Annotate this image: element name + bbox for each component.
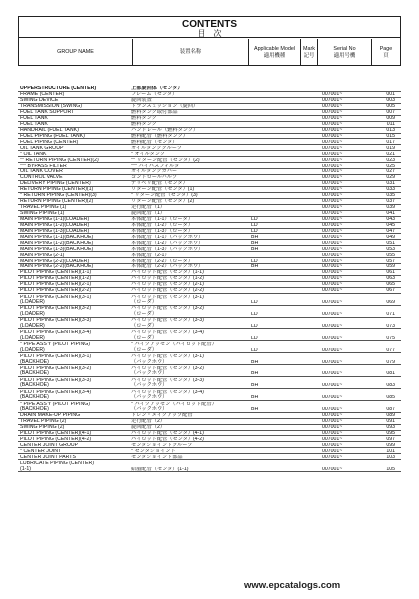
contents-header	[18, 16, 401, 66]
group-name-cell: OIL TANK COVER	[20, 169, 63, 175]
page-cell: 023	[386, 157, 395, 163]
serial-cell: 007001~	[322, 335, 343, 341]
group-name-cell: PILOT PIPING (CENTER)(3-3) (LOADER)	[20, 318, 92, 329]
group-name-cell: PILOT PIPING (CENTER)(3-1) (BACKHOE)	[20, 353, 92, 365]
model-cell: LD	[251, 323, 258, 329]
model-cell: BH	[251, 383, 259, 389]
page-cell: 015	[386, 133, 395, 139]
page-cell: 005	[386, 104, 395, 110]
jp-name-cell: パイロット配管（センタ）(1-2)	[131, 276, 204, 282]
serial-cell: 007001~	[322, 181, 343, 187]
model-cell: LD	[251, 222, 258, 228]
page-cell: 029	[386, 175, 395, 181]
group-name-cell: UPPERSTRUCTURE (CENTER)	[20, 86, 97, 92]
group-name-cell: PILOT PIPING (CENTER)(1-2)	[20, 276, 92, 282]
serial-cell: 007001~	[322, 312, 343, 317]
serial-cell: 007001~	[322, 371, 343, 377]
serial-cell: 007001~	[322, 163, 343, 169]
jp-name-cell: 本体配管（1-1）（ローダ）	[131, 216, 194, 222]
serial-cell: 007001~	[322, 430, 343, 436]
watermark-url: www.epcatalogs.com	[244, 580, 341, 591]
group-name-cell: PILOT PIPING (CENTER)(4-1)	[20, 430, 92, 436]
jp-name-cell: ドレン・メイクアップ配管	[131, 413, 193, 419]
serial-cell: 007001~	[322, 258, 343, 264]
group-name-cell: FUEL TANK	[20, 116, 48, 122]
page-cell: 087	[386, 407, 395, 413]
group-name-cell: ** RETURN PIPING (CENTER)(2)	[20, 157, 99, 163]
serial-cell: 007001~	[322, 139, 343, 145]
jp-name-cell: 燃料配管（燃料タンク）	[131, 133, 188, 139]
page-cell: 013	[386, 127, 395, 133]
col-page: Page 頁	[371, 39, 400, 66]
jp-name-cell: * リターン配管（センタ）(3)	[131, 193, 198, 199]
serial-cell: 007001~	[322, 282, 343, 288]
serial-cell: 007001~	[322, 252, 343, 258]
serial-cell: 007001~	[322, 359, 343, 365]
page-cell: 077	[386, 347, 395, 353]
serial-cell: 007001~	[322, 104, 343, 110]
jp-name-cell: 本体配管（2-1）	[131, 252, 170, 258]
serial-cell: 007001~	[322, 300, 343, 306]
contents-sheet	[18, 16, 401, 472]
model-cell: BH	[251, 371, 259, 377]
page-cell: 095	[386, 430, 395, 436]
serial-cell: 007001~	[322, 228, 343, 234]
col-group-name: GROUP NAME	[57, 49, 94, 56]
table-row[interactable]	[18, 460, 401, 472]
model-cell: BH	[251, 234, 259, 240]
model-cell: LD	[251, 347, 258, 353]
page-cell: 083	[386, 383, 395, 389]
serial-cell: 007001~	[322, 413, 343, 419]
table-row[interactable]	[18, 365, 401, 377]
page-cell: 085	[386, 395, 395, 401]
jp-name-cell: パイロット配管（センタ）(4-2)	[131, 436, 204, 442]
group-name-cell: PILOT PIPING (CENTER)(3-2) (BACKHOE)	[20, 365, 92, 377]
group-name-cell: SWING PIPING (2)	[20, 424, 65, 430]
group-name-cell: SWING PIPING (1)	[20, 211, 65, 217]
group-name-cell: PILOT PIPING (CENTER)(3-1) (LOADER)	[20, 294, 92, 306]
serial-cell: 007001~	[322, 211, 343, 217]
jp-name-cell: 旋回配管（1）	[131, 211, 166, 217]
page-cell: 055	[386, 252, 395, 258]
jp-name-cell: パイロット配管（センタ）(2-2)	[131, 288, 204, 294]
jp-name-cell: センタジョイントグループ	[131, 442, 193, 448]
jp-name-cell: 燃料タンク	[131, 121, 157, 127]
group-name-cell: MAIN PIPING (2-1)	[20, 252, 65, 258]
header-title	[19, 19, 400, 38]
jp-name-cell: パイロット配管（センタ）(3-3) （ローダ）	[131, 318, 204, 329]
serial-cell: 007001~	[322, 448, 343, 454]
group-name-cell: CENTER JOINT GROUP	[20, 442, 79, 448]
group-name-cell: LUBRICATE PIPING (CENTER) (1-1)	[20, 460, 94, 472]
page-cell: 033	[386, 187, 395, 193]
jp-name-cell: トランスミッション（旋回）	[131, 104, 199, 110]
jp-name-cell: パイロット配管（センタ）(3-2) （ローダ）	[131, 306, 204, 317]
jp-name-cell: パイロット配管（センタ）(4-1)	[131, 430, 204, 436]
jp-name-cell: 旋回装置	[131, 98, 152, 104]
page-cell: 097	[386, 436, 395, 442]
group-name-cell: *** BYPASS FILTER	[20, 163, 67, 169]
serial-cell: 007001~	[322, 157, 343, 163]
page-cell: 011	[386, 121, 395, 127]
jp-name-cell: パイロット配管（センタ）(3-2) （バックホウ）	[131, 365, 204, 377]
jp-name-cell: パイロット配管（センタ）(3-3) （バックホウ）	[131, 377, 204, 389]
jp-name-cell: *** バイパスフィルタ	[131, 163, 180, 169]
serial-cell: 007001~	[322, 175, 343, 181]
group-name-cell: TRAVEL PIPING (1)	[20, 205, 67, 211]
page-cell: 059	[386, 264, 395, 270]
group-name-cell: PILOT PIPING (CENTER)(3-4) (BACKHOE)	[20, 389, 92, 401]
serial-cell: 007001~	[322, 436, 343, 442]
page-cell: 009	[386, 116, 395, 122]
serial-cell: 007001~	[322, 347, 343, 353]
page-cell: 031	[386, 181, 395, 187]
table-row[interactable]	[18, 353, 401, 365]
page-cell: 063	[386, 276, 395, 282]
model-cell: LD	[251, 312, 258, 317]
group-name-cell: RETURN PIPING (CENTER)(2)	[20, 199, 94, 205]
serial-cell: 007001~	[322, 246, 343, 252]
table-row[interactable]	[18, 377, 401, 389]
page-cell: 039	[386, 205, 395, 211]
group-name-cell: CENTER JOINT PARTS	[20, 454, 76, 460]
jp-name-cell: パイロット配管（センタ）(3-4) （ローダ）	[131, 330, 204, 341]
group-name-cell: TRANSMISSION (SWING)	[20, 104, 82, 110]
page-cell: 103	[386, 454, 395, 460]
group-name-cell: PILOT PIPING (CENTER)(2-1)	[20, 282, 92, 288]
serial-cell: 007001~	[322, 270, 343, 276]
jp-name-cell: 本体配管（2-2）（ローダ）	[131, 258, 194, 264]
page-cell: 089	[386, 413, 395, 419]
group-name-cell: MAIN PIPING (1-2)(BACKHOE)	[20, 240, 94, 246]
group-name-cell: MAIN PIPING (1-1)(BACKHOE)	[20, 234, 94, 240]
group-name-cell: DRAIN MAKE-UP PIPING	[20, 413, 81, 419]
jp-name-cell: パイロット配管（センタ）(1-1)	[131, 270, 204, 276]
jp-name-cell: ** リターン配管（センタ）(2)	[131, 157, 200, 163]
group-name-cell: PILOT PIPING (CENTER)(2-2)	[20, 288, 92, 294]
page-cell: 019	[386, 145, 395, 151]
jp-name-cell: * パイプアッセン（パイロット配管） （ローダ）	[131, 342, 217, 353]
page-cell: 101	[386, 448, 395, 454]
group-name-cell: MAIN PIPING (1-3)(LOADER)	[20, 228, 90, 234]
group-name-cell: PILOT PIPING (CENTER)(3-3) (BACKHOE)	[20, 377, 92, 389]
table-row[interactable]	[18, 329, 401, 341]
page-cell: 105	[386, 466, 395, 472]
jp-name-cell: デリベリ配管（センタ）	[131, 181, 188, 187]
serial-cell: 007001~	[322, 121, 343, 127]
jp-name-cell: 燃料タンク取付部品	[131, 110, 178, 116]
jp-name-cell: 走行配管（2）	[131, 419, 166, 424]
model-cell: BH	[251, 264, 259, 270]
jp-name-cell: * パイプアッセン（パイロット配管） （バックホウ）	[131, 401, 217, 413]
page-cell: 045	[386, 222, 395, 228]
page-cell: 091	[386, 419, 395, 424]
model-cell: BH	[251, 240, 259, 246]
page-cell: 003	[386, 98, 395, 104]
group-name-cell: MAIN PIPING (2-2)(BACKHOE)	[20, 264, 94, 270]
jp-name-cell: パイロット配管（センタ）(2-1)	[131, 282, 204, 288]
page-cell: 043	[386, 216, 395, 222]
serial-cell: 007001~	[322, 92, 343, 98]
serial-cell: 007001~	[322, 323, 343, 329]
group-name-cell: OIL TANK GROUP	[20, 145, 64, 151]
group-name-cell: MAIN PIPING (1-1)(LOADER)	[20, 216, 90, 222]
group-name-cell: FUEL TANK	[20, 121, 48, 127]
serial-cell: 007001~	[322, 442, 343, 448]
jp-name-cell: オイルタンクグループ	[131, 145, 182, 151]
serial-cell: 007001~	[322, 98, 343, 104]
jp-name-cell: リターン配管（センタ）(2)	[131, 199, 195, 205]
serial-cell: 007001~	[322, 407, 343, 413]
serial-cell: 007001~	[322, 133, 343, 139]
jp-name-cell: 本体配管（2-2）（バックホウ）	[131, 264, 204, 270]
group-name-cell: FUEL PIPING (FUEL TANK)	[20, 133, 85, 139]
jp-name-cell: * センタジョイント	[131, 448, 176, 454]
serial-cell: 007001~	[322, 151, 343, 157]
model-cell: BH	[251, 395, 259, 401]
table-row[interactable]	[18, 306, 401, 318]
group-name-cell: DELIVERY PIPING (CENTER)	[20, 181, 91, 187]
group-name-cell: MAIN PIPING (1-3)(BACKHOE)	[20, 246, 94, 252]
group-name-cell: CONTROL VALVE	[20, 175, 63, 181]
page-cell: 071	[386, 312, 395, 317]
serial-cell: 007001~	[322, 110, 343, 116]
serial-cell: 007001~	[322, 276, 343, 282]
jp-name-cell: センタジョイント部品	[131, 454, 183, 460]
group-name-cell: PILOT PIPING (CENTER)(1-1)	[20, 270, 92, 276]
serial-cell: 007001~	[322, 454, 343, 460]
jp-name-cell: コントロールバルブ	[131, 175, 178, 181]
group-name-cell: PILOT PIPING (CENTER)(3-2) (LOADER)	[20, 306, 92, 317]
page-cell: 075	[386, 335, 395, 341]
page-cell: 099	[386, 442, 395, 448]
serial-cell: 007001~	[322, 169, 343, 175]
page-cell: 007	[386, 110, 395, 116]
jp-name-cell: 給脂配管（センタ）(1-1)	[131, 466, 189, 472]
serial-cell: 007001~	[322, 466, 343, 472]
jp-name-cell: 本体配管（1-2）（ローダ）	[131, 222, 194, 228]
serial-cell: 007001~	[322, 205, 343, 211]
page-cell: 017	[386, 139, 395, 145]
serial-cell: 007001~	[322, 193, 343, 199]
model-cell: BH	[251, 407, 259, 413]
group-name-cell: RETURN PIPING (CENTER)(1)	[20, 187, 94, 193]
page-cell: 073	[386, 323, 395, 329]
page-cell: 051	[386, 240, 395, 246]
page-cell: 027	[386, 169, 395, 175]
jp-name-cell: パイロット配管（センタ）(3-1) （バックホウ）	[131, 353, 204, 365]
group-name-cell: * RETURN PIPING (CENTER)(3)	[20, 193, 97, 199]
model-cell: BH	[251, 246, 259, 252]
jp-name-cell: 本体配管（1-1）（バックホウ）	[131, 234, 204, 240]
group-name-cell: MAIN PIPING (2-2)(LOADER)	[20, 258, 90, 264]
page-cell: 041	[386, 211, 395, 217]
page-cell: 069	[386, 300, 395, 306]
model-cell: LD	[251, 216, 258, 222]
table-row[interactable]	[18, 389, 401, 401]
page-cell: 081	[386, 371, 395, 377]
table-row[interactable]	[18, 294, 401, 306]
jp-name-cell: 本体配管（1-3）（ローダ）	[131, 228, 194, 234]
serial-cell: 007001~	[322, 264, 343, 270]
jp-name-cell: リターン配管（センタ）(1)	[131, 187, 195, 193]
jp-name-cell: 燃料タンク	[131, 116, 157, 122]
page-cell: 021	[386, 151, 395, 157]
group-name-cell: * PIPE ASS'Y (PILOT PIPING) (LOADER)	[20, 342, 90, 353]
group-name-cell: FUEL TANK SUPPORT	[20, 110, 75, 116]
page-cell: 047	[386, 228, 395, 234]
col-serial-no: Serial No 適用号機	[317, 39, 371, 66]
group-name-cell: PILOT PIPING (CENTER)(4-2)	[20, 436, 92, 442]
serial-cell: 007001~	[322, 234, 343, 240]
jp-name-cell: 走行配管（1）	[131, 205, 166, 211]
group-name-cell: MAIN PIPING (1-2)(LOADER)	[20, 222, 90, 228]
jp-name-cell: 旋回配管（2）	[131, 424, 166, 430]
jp-name-cell: フレーム（センタ）	[131, 92, 178, 98]
serial-cell: 007001~	[322, 216, 343, 222]
table-row[interactable]	[18, 341, 401, 353]
model-cell: LD	[251, 258, 258, 264]
jp-name-cell: パイロット配管（センタ）(3-4) （バックホウ）	[131, 389, 204, 401]
jp-name-cell: 上部旋回体（センタ）	[131, 86, 183, 92]
page-cell: 025	[386, 163, 395, 169]
model-cell: LD	[251, 300, 258, 306]
serial-cell: 007001~	[322, 199, 343, 205]
group-name-cell: * CENTER JOINT	[20, 448, 62, 454]
serial-cell: 007001~	[322, 187, 343, 193]
group-name-cell: HANDRAIL (FUEL TANK)	[20, 127, 79, 133]
group-name-cell: PILOT PIPING (CENTER)(3-4) (LOADER)	[20, 330, 92, 341]
group-name-cell: * PIPE ASS'Y (PILOT PIPING) (BACKHOE)	[20, 401, 90, 413]
page-cell: 057	[386, 258, 395, 264]
model-cell: LD	[251, 335, 258, 341]
col-jp-name: 装置名称	[132, 39, 248, 66]
serial-cell: 007001~	[322, 240, 343, 246]
group-name-cell: * OIL TANK	[20, 151, 47, 157]
col-mark: Mark 記号	[300, 39, 317, 66]
serial-cell: 007001~	[322, 383, 343, 389]
model-cell: LD	[251, 228, 258, 234]
serial-cell: 007001~	[322, 419, 343, 424]
page-cell: 001	[386, 92, 395, 98]
page-cell: 053	[386, 246, 395, 252]
page-cell: 035	[386, 193, 395, 199]
page-cell: 065	[386, 282, 395, 288]
title-en: CONTENTS	[182, 19, 237, 30]
serial-cell: 007001~	[322, 127, 343, 133]
jp-name-cell: 本体配管（1-3）（バックホウ）	[131, 246, 204, 252]
group-name-cell: FRAME (CENTER)	[20, 92, 65, 98]
page-cell: 079	[386, 359, 395, 365]
page-cell: 037	[386, 199, 395, 205]
model-cell: BH	[251, 359, 259, 365]
jp-name-cell: 燃料配管（センタ）	[131, 139, 178, 145]
col-applicable-model: Applicable Model 適用機種	[248, 39, 300, 66]
serial-cell: 007001~	[322, 424, 343, 430]
serial-cell: 007001~	[322, 288, 343, 294]
table-row[interactable]	[18, 401, 401, 413]
header-columns	[19, 39, 400, 66]
page-cell: 049	[386, 234, 395, 240]
group-name-cell: SWING DEVICE	[20, 98, 59, 104]
serial-cell: 007001~	[322, 222, 343, 228]
contents-list	[18, 86, 401, 472]
group-name-cell: FUEL PIPING (CENTER)	[20, 139, 79, 145]
jp-name-cell: オイルタンクカバー	[131, 169, 178, 175]
jp-name-cell: パイロット配管（センタ）(3-1) （ローダ）	[131, 294, 204, 306]
group-name-cell: TRAVEL PIPING (2)	[20, 419, 67, 424]
title-jp: 目 次	[197, 29, 222, 38]
serial-cell: 007001~	[322, 116, 343, 122]
table-row[interactable]	[18, 318, 401, 330]
jp-name-cell: ハンドレール（燃料タンク）	[131, 127, 199, 133]
jp-name-cell: 本体配管（1-2）（バックホウ）	[131, 240, 204, 246]
page-cell: 061	[386, 270, 395, 276]
jp-name-cell: * オイルタンク	[131, 151, 166, 157]
page-cell: 093	[386, 424, 395, 430]
page-cell: 067	[386, 288, 395, 294]
serial-cell: 007001~	[322, 145, 343, 151]
serial-cell: 007001~	[322, 395, 343, 401]
